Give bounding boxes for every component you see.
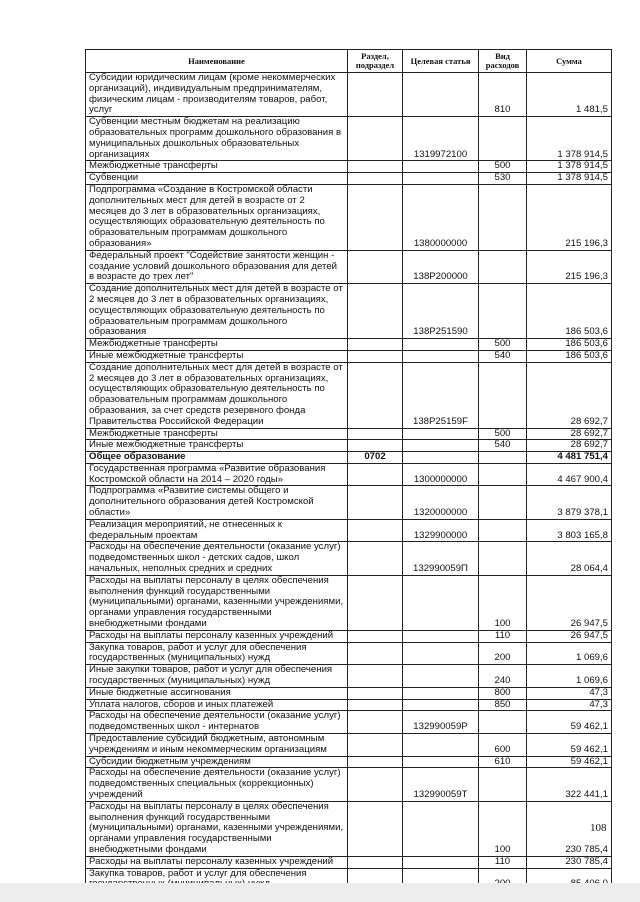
cell-sum: 47,3 xyxy=(527,687,612,699)
cell-name: Создание дополнительных мест для детей в возрасте от 2 месяцев до 3 лет в образовательных организациях, осуществляющих образовательную деятельность по образовательным программам дошкольного образования xyxy=(86,284,348,339)
cell-sum: 28 692,7 xyxy=(527,440,612,452)
cell-section xyxy=(348,575,403,630)
cell-name: Закупка товаров, работ и услуг для обеспечения государственных (муниципальных) нужд xyxy=(86,642,348,665)
cell-type: 500 xyxy=(479,161,527,173)
cell-target: 132990059Р xyxy=(403,711,479,734)
table-row xyxy=(86,542,612,575)
cell-target: 138P25159F xyxy=(403,362,479,428)
cell-type xyxy=(479,117,527,161)
cell-sum: 3 879 378,1 xyxy=(527,486,612,519)
page-number: 108 xyxy=(590,822,607,834)
table-row xyxy=(86,519,612,542)
table-row xyxy=(86,734,612,757)
cell-target xyxy=(403,73,479,117)
cell-type xyxy=(479,362,527,428)
header-target: Целевая статья xyxy=(403,50,479,73)
cell-sum: 59 462,1 xyxy=(527,711,612,734)
cell-target xyxy=(403,756,479,768)
budget-table-container xyxy=(85,49,611,891)
cell-name: Субвенции xyxy=(86,173,348,185)
cell-type: 110 xyxy=(479,630,527,642)
cell-target xyxy=(403,161,479,173)
cell-section xyxy=(348,519,403,542)
cell-target: 138P251590 xyxy=(403,284,479,339)
cell-type xyxy=(479,542,527,575)
scan-bottom-band xyxy=(0,883,640,902)
table-row xyxy=(86,801,612,856)
table-row xyxy=(86,173,612,185)
cell-target: 132990059Т xyxy=(403,768,479,801)
table-row xyxy=(86,665,612,688)
table-row xyxy=(86,768,612,801)
cell-type: 810 xyxy=(479,73,527,117)
cell-target xyxy=(403,350,479,362)
cell-target xyxy=(403,575,479,630)
cell-sum: 1 378 914,5 xyxy=(527,161,612,173)
cell-section xyxy=(348,428,403,440)
cell-name: Расходы на выплаты персоналу в целях обеспечения выполнения функций государственными (муниципальными) органами, казенными учреждениями, органами управления государственными внебюджетными фондами xyxy=(86,801,348,856)
cell-type: 110 xyxy=(479,856,527,868)
cell-section xyxy=(348,711,403,734)
cell-section xyxy=(348,284,403,339)
cell-type xyxy=(479,452,527,464)
cell-section xyxy=(348,768,403,801)
cell-target xyxy=(403,452,479,464)
cell-name: Расходы на обеспечение деятельности (оказание услуг) подведомственных школ - детских садов, школ начальных, неполных средних и средних xyxy=(86,542,348,575)
cell-name: Общее образование xyxy=(86,452,348,464)
cell-sum: 26 947,5 xyxy=(527,575,612,630)
cell-target xyxy=(403,339,479,351)
cell-name: Иные межбюджетные трансферты xyxy=(86,350,348,362)
cell-sum: 4 481 751,4 xyxy=(527,452,612,464)
cell-section xyxy=(348,665,403,688)
cell-sum: 59 462,1 xyxy=(527,734,612,757)
table-body xyxy=(86,73,612,891)
cell-type: 500 xyxy=(479,428,527,440)
cell-type: 530 xyxy=(479,173,527,185)
table-row xyxy=(86,440,612,452)
cell-name: Создание дополнительных мест для детей в возрасте от 2 месяцев до 3 лет в образовательных организациях, осуществляющих образовательную деятельность по образовательным программам дошкольного образования, за счет средств резервного фонда Правительства Российской Федерации xyxy=(86,362,348,428)
cell-type: 100 xyxy=(479,801,527,856)
cell-section xyxy=(348,350,403,362)
cell-section xyxy=(348,161,403,173)
cell-type xyxy=(479,184,527,250)
cell-section xyxy=(348,184,403,250)
cell-name: Иные закупки товаров, работ и услуг для обеспечения государственных (муниципальных) нужд xyxy=(86,665,348,688)
table-row xyxy=(86,250,612,283)
table-row xyxy=(86,350,612,362)
cell-section xyxy=(348,642,403,665)
cell-section: 0702 xyxy=(348,452,403,464)
table-row xyxy=(86,284,612,339)
cell-name: Расходы на выплаты персоналу казенных учреждений xyxy=(86,630,348,642)
header-sum: Сумма xyxy=(527,50,612,73)
cell-sum: 1 378 914,5 xyxy=(527,173,612,185)
table-row xyxy=(86,630,612,642)
cell-sum: 215 196,3 xyxy=(527,184,612,250)
cell-target: 1380000000 xyxy=(403,184,479,250)
cell-type xyxy=(479,284,527,339)
table-row xyxy=(86,756,612,768)
cell-target xyxy=(403,630,479,642)
cell-section xyxy=(348,801,403,856)
table-row xyxy=(86,642,612,665)
cell-target xyxy=(403,734,479,757)
cell-sum: 1 069,6 xyxy=(527,665,612,688)
cell-section xyxy=(348,630,403,642)
table-row xyxy=(86,117,612,161)
table-row xyxy=(86,161,612,173)
cell-section xyxy=(348,486,403,519)
cell-type: 100 xyxy=(479,575,527,630)
cell-name: Закупка товаров, работ и услуг для обеспечения xyxy=(86,868,348,891)
cell-sum: 186 503,6 xyxy=(527,339,612,351)
cell-name: Уплата налогов, сборов и иных платежей xyxy=(86,699,348,711)
cell-target xyxy=(403,665,479,688)
cell-type: 600 xyxy=(479,734,527,757)
cell-section xyxy=(348,362,403,428)
cell-section xyxy=(348,117,403,161)
cell-type: 800 xyxy=(479,687,527,699)
cell-section xyxy=(348,542,403,575)
cell-type: 200 xyxy=(479,642,527,665)
cell-name: Субсидии юридическим лицам (кроме некоммерческих организаций), индивидуальным предпринимателям, физическим лицам - производителям товаров, работ, услуг xyxy=(86,73,348,117)
cell-type xyxy=(479,250,527,283)
table-row xyxy=(86,463,612,486)
cell-section xyxy=(348,73,403,117)
cell-sum: 59 462,1 xyxy=(527,756,612,768)
cell-section xyxy=(348,687,403,699)
cell-sum: 215 196,3 xyxy=(527,250,612,283)
header-section: Раздел, подраздел xyxy=(348,50,403,73)
cell-sum: 28 692,7 xyxy=(527,428,612,440)
cell-target: 1320000000 xyxy=(403,486,479,519)
cell-target: 1300000000 xyxy=(403,463,479,486)
cell-target xyxy=(403,856,479,868)
cell-type: 540 xyxy=(479,440,527,452)
cell-type: 240 xyxy=(479,665,527,688)
cell-section xyxy=(348,250,403,283)
cell-sum: 26 947,5 xyxy=(527,630,612,642)
cell-section xyxy=(348,463,403,486)
table-row xyxy=(86,575,612,630)
table-header-row xyxy=(86,50,612,73)
table-row xyxy=(86,428,612,440)
table-row xyxy=(86,711,612,734)
cell-sum: 4 467 900,4 xyxy=(527,463,612,486)
cell-type: 500 xyxy=(479,339,527,351)
cell-type xyxy=(479,519,527,542)
cell-name: Подпрограмма «Создание в Костромской области дополнительных мест для детей в возрасте от 2 месяцев до 3 лет в образовательных организациях, осуществляющих образовательную деятельность по образовательным программам дошкольного образования» xyxy=(86,184,348,250)
cell-target xyxy=(403,173,479,185)
cell-target xyxy=(403,642,479,665)
table-row xyxy=(86,452,612,464)
cell-name: Государственная программа «Развитие образования Костромской области на 2014 – 2020 годы» xyxy=(86,463,348,486)
cell-target xyxy=(403,801,479,856)
cell-target: 1329900000 xyxy=(403,519,479,542)
cell-target: 132990059П xyxy=(403,542,479,575)
cell-type xyxy=(479,486,527,519)
cell-target xyxy=(403,699,479,711)
cell-section xyxy=(348,173,403,185)
cell-sum: 230 785,4 xyxy=(527,856,612,868)
table-row xyxy=(86,699,612,711)
cell-section xyxy=(348,756,403,768)
cell-sum: 28 692,7 xyxy=(527,362,612,428)
cell-type xyxy=(479,768,527,801)
cell-sum: 1 069,6 xyxy=(527,642,612,665)
cell-sum: 1 481,5 xyxy=(527,73,612,117)
cell-target: 138P200000 xyxy=(403,250,479,283)
cell-sum: 230 785,4 xyxy=(527,801,612,856)
cell-type xyxy=(479,711,527,734)
header-name: Наименование xyxy=(86,50,348,73)
cell-name: Межбюджетные трансферты xyxy=(86,161,348,173)
table-row xyxy=(86,339,612,351)
cell-name: Межбюджетные трансферты xyxy=(86,428,348,440)
cell-target: 1319972100 xyxy=(403,117,479,161)
table-row xyxy=(86,687,612,699)
cell-sum: 186 503,6 xyxy=(527,284,612,339)
cell-name: Реализация мероприятий, не отнесенных к федеральным проектам xyxy=(86,519,348,542)
table-row xyxy=(86,362,612,428)
cell-section xyxy=(348,339,403,351)
cell-type: 540 xyxy=(479,350,527,362)
cell-target xyxy=(403,687,479,699)
cell-sum: 186 503,6 xyxy=(527,350,612,362)
cell-section xyxy=(348,440,403,452)
cell-name: Расходы на выплаты персоналу в целях обеспечения выполнения функций государственными (муниципальными) органами, казенными учреждениями, органами управления государственными внебюджетными фондами xyxy=(86,575,348,630)
cell-sum: 28 064,4 xyxy=(527,542,612,575)
cell-name: Расходы на выплаты персоналу казенных учреждений xyxy=(86,856,348,868)
cell-name: Расходы на обеспечение деятельности (оказание услуг) подведомственных специальных (коррекционных) учреждений xyxy=(86,768,348,801)
cell-sum: 3 803 165,8 xyxy=(527,519,612,542)
table-row xyxy=(86,73,612,117)
cell-name: Расходы на обеспечение деятельности (оказание услуг) подведомственных школ - интернатов xyxy=(86,711,348,734)
cell-section xyxy=(348,856,403,868)
cell-name: Субсидии бюджетным учреждениям xyxy=(86,756,348,768)
cell-type: 610 xyxy=(479,756,527,768)
cell-name: Федеральный проект "Содействие занятости женщин - создание условий дошкольного образования для детей в возрасте до трех лет" xyxy=(86,250,348,283)
budget-table xyxy=(85,49,612,891)
table-row xyxy=(86,856,612,868)
cell-name: Иные бюджетные ассигнования xyxy=(86,687,348,699)
cell-sum: 47,3 xyxy=(527,699,612,711)
cell-target xyxy=(403,440,479,452)
table-row xyxy=(86,486,612,519)
cell-sum: 1 378 914,5 xyxy=(527,117,612,161)
cell-type xyxy=(479,463,527,486)
cell-name: Межбюджетные трансферты xyxy=(86,339,348,351)
cell-name: Субвенции местным бюджетам на реализацию образовательных программ дошкольного образования в муниципальных дошкольных образовательных организациях xyxy=(86,117,348,161)
table-row xyxy=(86,184,612,250)
cell-target xyxy=(403,428,479,440)
cell-type: 850 xyxy=(479,699,527,711)
header-type: Вид расходов xyxy=(479,50,527,73)
cell-name: Подпрограмма «Развитие системы общего и дополнительного образования детей Костромской области» xyxy=(86,486,348,519)
cell-sum: 322 441,1 xyxy=(527,768,612,801)
cell-section xyxy=(348,734,403,757)
cell-name: Предоставление субсидий бюджетным, автономным учреждениям и иным некоммерческим организациям xyxy=(86,734,348,757)
cell-name: Иные межбюджетные трансферты xyxy=(86,440,348,452)
cell-section xyxy=(348,699,403,711)
